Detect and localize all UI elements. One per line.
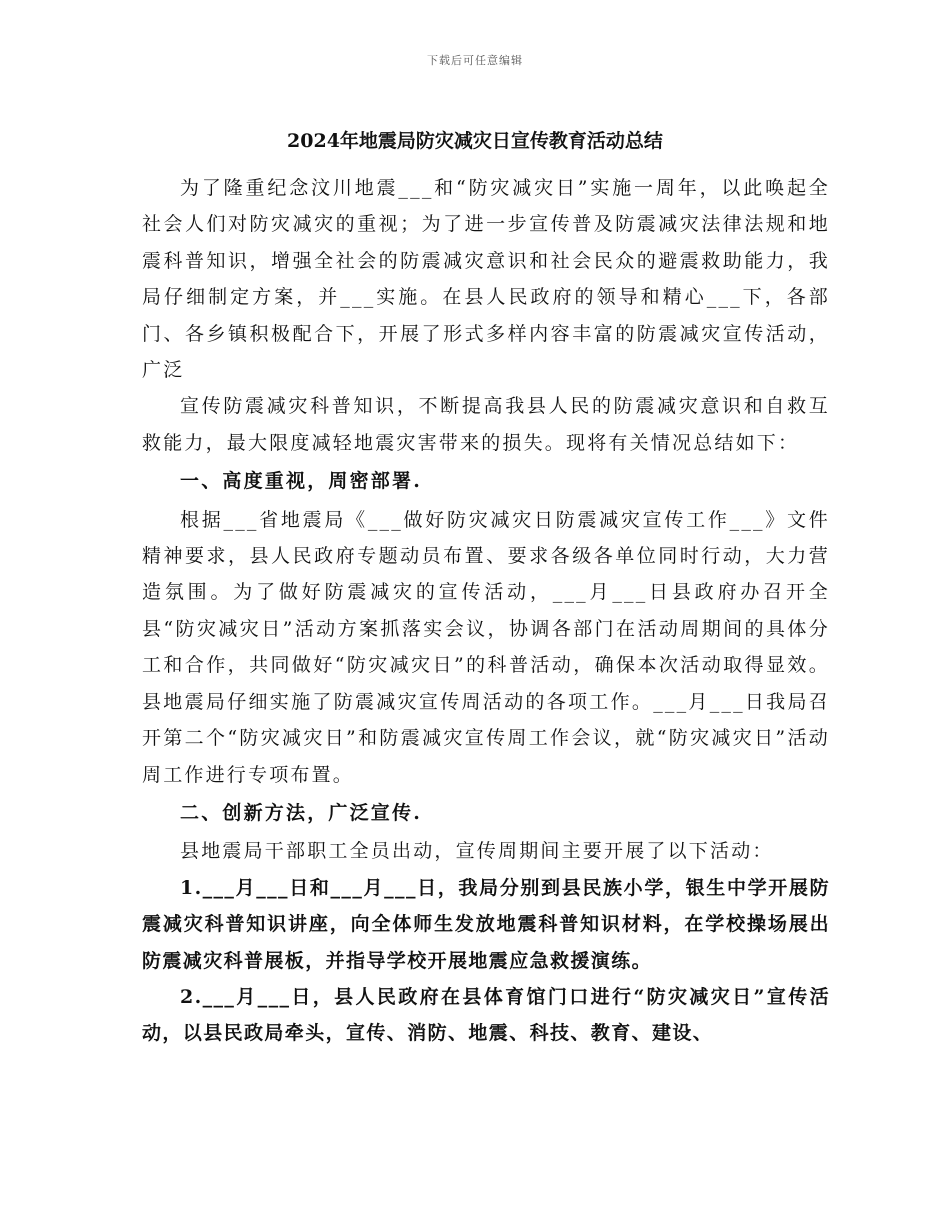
document-title: 2024年地震局防灾减灾日宣传教育活动总结 — [287, 130, 663, 152]
section-2-item-1: 1.___月___日和___月___日，我局分别到县民族小学，银生中学开展防震减灾科普知识讲座，向全体师生发放地震科普知识材料，在学校操场展出防震减灾科普展板，并指导学校开展地震应急救援演练。 — [142, 876, 830, 972]
section-2-heading: 二、创新方法，广泛宣传. — [180, 801, 423, 824]
header-note: 下载后可任意编辑 — [427, 54, 523, 67]
section-2-intro: 县地震局干部职工全员出动，宣传周期间主要开展了以下活动： — [180, 840, 774, 863]
section-1-heading: 一、高度重视，周密部署. — [180, 470, 423, 493]
intro-paragraph-2: 宣传防震减灾科普知识，不断提高我县人民的防震减灾意识和自救互救能力，最大限度减轻地震灾害带来的损失。现将有关情况总结如下： — [142, 395, 830, 454]
document-body — [142, 170, 830, 1052]
section-2-item-2: 2.___月___日，县人民政府在县体育馆门口进行“防灾减灾日”宣传活动，以县民政局牵头，宣传、消防、地震、科技、教育、建设、 — [142, 985, 830, 1045]
section-1-paragraph: 根据___省地震局《___做好防灾减灾日防震减灾宣传工作___》文件精神要求，县人民政府专题动员布置、要求各级各单位同时行动，大力营造氛围。为了做好防震减灾的宣传活动，___月___日县政府办召开全县“防灾减灾日”活动方案抓落实会议，协调各部门在活动周期间的具体分工和合作，共同做好“防灾减灾日”的科普活动，确保本次活动取得显效。县地震局仔细实施了防震减灾宣传周活动的各项工作。___月___日我局召开第二个“防灾减灾日”和防震减灾宣传周工作会议，就“防灾减灾日”活动周工作进行专项布置。 — [142, 508, 830, 786]
intro-paragraph-1: 为了隆重纪念汶川地震___和“防灾减灾日”实施一周年，以此唤起全社会人们对防灾减灾的重视；为了进一步宣传普及防震减灾法律法规和地震科普知识，增强全社会的防震减灾意识和社会民众的避震救助能力，我局仔细制定方案，并___实施。在县人民政府的领导和精心___下，各部门、各乡镇积极配合下，开展了形式多样内容丰富的防震减灾宣传活动，广泛 — [142, 177, 830, 382]
